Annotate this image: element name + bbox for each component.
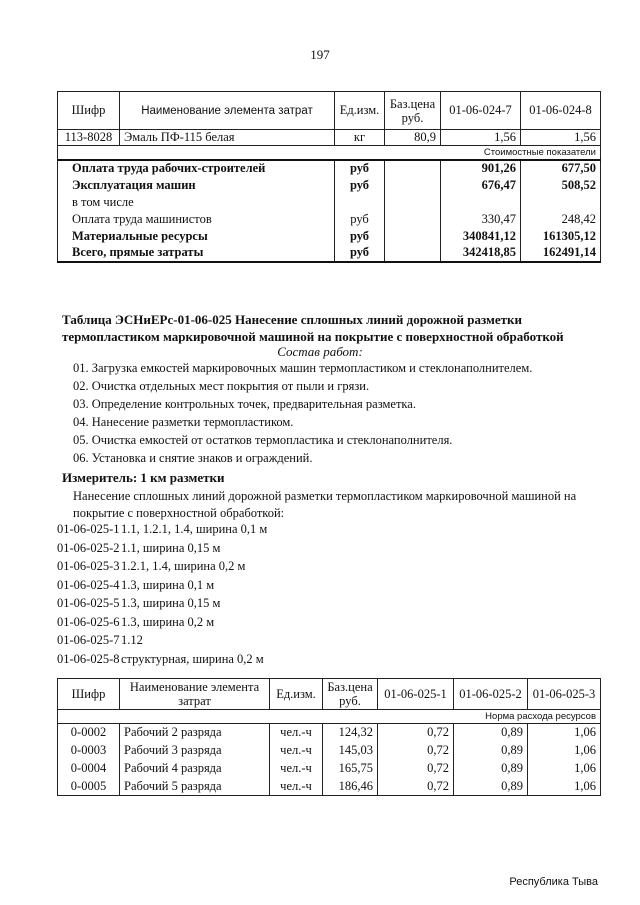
cost-name: Оплата труда машинистов bbox=[58, 211, 335, 228]
cost-v2: 248,42 bbox=[521, 211, 601, 228]
cost-price bbox=[385, 177, 441, 194]
measure-unit: Измеритель: 1 км разметки bbox=[62, 470, 225, 485]
cost-v2: 508,52 bbox=[521, 177, 601, 194]
norm-label-row bbox=[58, 710, 601, 724]
composition-label: Состав работ: bbox=[277, 344, 363, 359]
cost-unit: руб bbox=[335, 177, 385, 194]
cell-price: 165,75 bbox=[323, 760, 378, 778]
cell-name: Рабочий 5 разряда bbox=[120, 778, 270, 796]
cell-v1: 0,72 bbox=[378, 742, 454, 760]
cost-v2: 161305,12 bbox=[521, 228, 601, 245]
cost-unit: руб bbox=[335, 245, 385, 262]
cell-v3: 1,06 bbox=[528, 724, 601, 742]
cell-v2: 0,89 bbox=[454, 724, 528, 742]
table-row bbox=[58, 724, 601, 742]
variant-text: 1.2.1, 1.4, ширина 0,2 м bbox=[121, 559, 246, 573]
cost-v2: 677,50 bbox=[521, 160, 601, 177]
cell-unit: чел.-ч bbox=[270, 742, 323, 760]
cost-v1: 340841,12 bbox=[441, 228, 521, 245]
cost-price bbox=[385, 211, 441, 228]
header-unit: Ед.изм. bbox=[270, 679, 323, 710]
header-col1: 01-06-024-7 bbox=[441, 92, 521, 130]
cost-name: Эксплуатация машин bbox=[58, 177, 335, 194]
cost-price bbox=[385, 245, 441, 262]
cell-code: 0-0003 bbox=[58, 742, 120, 760]
cost-v2 bbox=[521, 194, 601, 211]
cost-unit: руб bbox=[335, 228, 385, 245]
variant-code: 01-06-025-7 bbox=[57, 633, 120, 647]
cell-v3: 1,06 bbox=[528, 760, 601, 778]
cell-code: 0-0002 bbox=[58, 724, 120, 742]
material-unit: кг bbox=[335, 130, 385, 146]
header-base-price: Баз.цена руб. bbox=[385, 92, 441, 130]
cell-code: 0-0004 bbox=[58, 760, 120, 778]
cost-v1: 676,47 bbox=[441, 177, 521, 194]
cell-price: 124,32 bbox=[323, 724, 378, 742]
cell-code: 0-0005 bbox=[58, 778, 120, 796]
header-code: Шифр bbox=[58, 679, 120, 710]
cell-v1: 0,72 bbox=[378, 724, 454, 742]
cell-v2: 0,89 bbox=[454, 778, 528, 796]
work-item: 01. Загрузка емкостей маркировочных машин термопластиком и стеклонаполнителем. bbox=[73, 361, 533, 375]
variant-code: 01-06-025-8 bbox=[57, 651, 120, 666]
header-col3: 01-06-025-3 bbox=[528, 679, 601, 710]
cost-indicators-row bbox=[58, 146, 601, 160]
cost-v1: 901,26 bbox=[441, 160, 521, 177]
cost-row bbox=[58, 228, 601, 245]
material-code: 113-8028 bbox=[58, 130, 120, 146]
variant-item bbox=[57, 633, 143, 648]
variant-text: 1.3, ширина 0,2 м bbox=[121, 614, 215, 629]
cell-unit: чел.-ч bbox=[270, 778, 323, 796]
resource-table-025 bbox=[57, 678, 601, 796]
cost-row bbox=[58, 177, 601, 194]
cost-row bbox=[58, 194, 601, 211]
header-col1: 01-06-025-1 bbox=[378, 679, 454, 710]
table-row bbox=[58, 742, 601, 760]
variant-item bbox=[57, 596, 220, 611]
cell-v2: 0,89 bbox=[454, 742, 528, 760]
cost-row bbox=[58, 245, 601, 262]
cost-unit: руб bbox=[335, 160, 385, 177]
cost-name: Всего, прямые затраты bbox=[58, 245, 335, 262]
footer-region: Республика Тыва bbox=[509, 876, 598, 888]
cell-price: 145,03 bbox=[323, 742, 378, 760]
work-item: 03. Определение контрольных точек, предварительная разметка. bbox=[73, 397, 416, 411]
header-name: Наименование элемента затрат bbox=[120, 679, 270, 710]
variant-text: 1.3, ширина 0,15 м bbox=[121, 596, 221, 610]
cell-unit: чел.-ч bbox=[270, 724, 323, 742]
header-base-price: Баз.цена руб. bbox=[323, 679, 378, 710]
section-title bbox=[62, 311, 582, 345]
work-item: 06. Установка и снятие знаков и ограждений. bbox=[73, 451, 313, 465]
header-code: Шифр bbox=[58, 92, 120, 130]
cell-v3: 1,06 bbox=[528, 742, 601, 760]
material-price: 80,9 bbox=[385, 130, 441, 146]
variant-text: 1.1, ширина 0,15 м bbox=[121, 540, 221, 555]
cost-price bbox=[385, 194, 441, 211]
work-item: 05. Очистка емкостей от остатков термопластика и стеклонаполнителя. bbox=[73, 433, 453, 447]
cost-price bbox=[385, 160, 441, 177]
cost-v1 bbox=[441, 194, 521, 211]
cost-indicators-label: Стоимостные показатели bbox=[58, 146, 601, 160]
cell-v1: 0,72 bbox=[378, 760, 454, 778]
table-header-row bbox=[58, 679, 601, 710]
cell-v1: 0,72 bbox=[378, 778, 454, 796]
variant-text: 1.1, 1.2.1, 1.4, ширина 0,1 м bbox=[121, 522, 268, 536]
cost-table-024 bbox=[57, 91, 601, 263]
variant-item bbox=[57, 541, 220, 556]
variant-code: 01-06-025-4 bbox=[57, 577, 120, 592]
cost-name: Материальные ресурсы bbox=[58, 228, 335, 245]
description: Нанесение сплошных линий дорожной разметки термопластиком маркировочной машиной на покрытие с поверхностной обработкой: bbox=[73, 489, 577, 520]
cell-name: Рабочий 4 разряда bbox=[120, 760, 270, 778]
cost-v1: 330,47 bbox=[441, 211, 521, 228]
norm-label: Норма расхода ресурсов bbox=[58, 710, 601, 724]
header-name: Наименование элемента затрат bbox=[120, 92, 335, 130]
cost-name: в том числе bbox=[58, 194, 335, 211]
variant-text: структурная, ширина 0,2 м bbox=[121, 651, 264, 666]
material-v1: 1,56 bbox=[441, 130, 521, 146]
variant-item bbox=[57, 559, 245, 574]
work-item: 04. Нанесение разметки термопластиком. bbox=[73, 415, 294, 429]
variant-text: 1.12 bbox=[121, 633, 143, 647]
header-unit: Ед.изм. bbox=[335, 92, 385, 130]
cost-name: Оплата труда рабочих-строителей bbox=[58, 160, 335, 177]
variant-code: 01-06-025-1 bbox=[57, 522, 120, 536]
cell-name: Рабочий 2 разряда bbox=[120, 724, 270, 742]
variant-item bbox=[57, 615, 214, 630]
cost-row bbox=[58, 211, 601, 228]
cost-v1: 342418,85 bbox=[441, 245, 521, 262]
cost-price bbox=[385, 228, 441, 245]
variant-item bbox=[57, 652, 264, 667]
material-v2: 1,56 bbox=[521, 130, 601, 146]
material-name: Эмаль ПФ-115 белая bbox=[120, 130, 335, 146]
work-item: 02. Очистка отдельных мест покрытия от пыли и грязи. bbox=[73, 379, 370, 393]
table-row bbox=[58, 760, 601, 778]
cost-row bbox=[58, 160, 601, 177]
variant-code: 01-06-025-5 bbox=[57, 596, 120, 610]
material-row bbox=[58, 130, 601, 146]
variant-code: 01-06-025-3 bbox=[57, 559, 120, 573]
cell-v3: 1,06 bbox=[528, 778, 601, 796]
variant-code: 01-06-025-6 bbox=[57, 614, 120, 629]
section-title-line2: термопластиком маркировочной машиной на покрытие с поверхностной обработкой bbox=[62, 329, 564, 344]
cell-v2: 0,89 bbox=[454, 760, 528, 778]
page-number: 197 bbox=[310, 47, 330, 62]
table-row bbox=[58, 778, 601, 796]
header-col2: 01-06-025-2 bbox=[454, 679, 528, 710]
cell-name: Рабочий 3 разряда bbox=[120, 742, 270, 760]
cost-unit bbox=[335, 194, 385, 211]
variant-text: 1.3, ширина 0,1 м bbox=[121, 577, 215, 592]
cost-unit: руб bbox=[335, 211, 385, 228]
header-col2: 01-06-024-8 bbox=[521, 92, 601, 130]
cost-v2: 162491,14 bbox=[521, 245, 601, 262]
variant-item bbox=[57, 522, 267, 537]
cell-unit: чел.-ч bbox=[270, 760, 323, 778]
variant-item bbox=[57, 578, 214, 593]
table-header-row bbox=[58, 92, 601, 130]
cell-price: 186,46 bbox=[323, 778, 378, 796]
section-title-line1: Таблица ЭСНиЕРс-01-06-025 Нанесение сплошных линий дорожной разметки bbox=[62, 312, 523, 327]
variant-code: 01-06-025-2 bbox=[57, 540, 120, 555]
